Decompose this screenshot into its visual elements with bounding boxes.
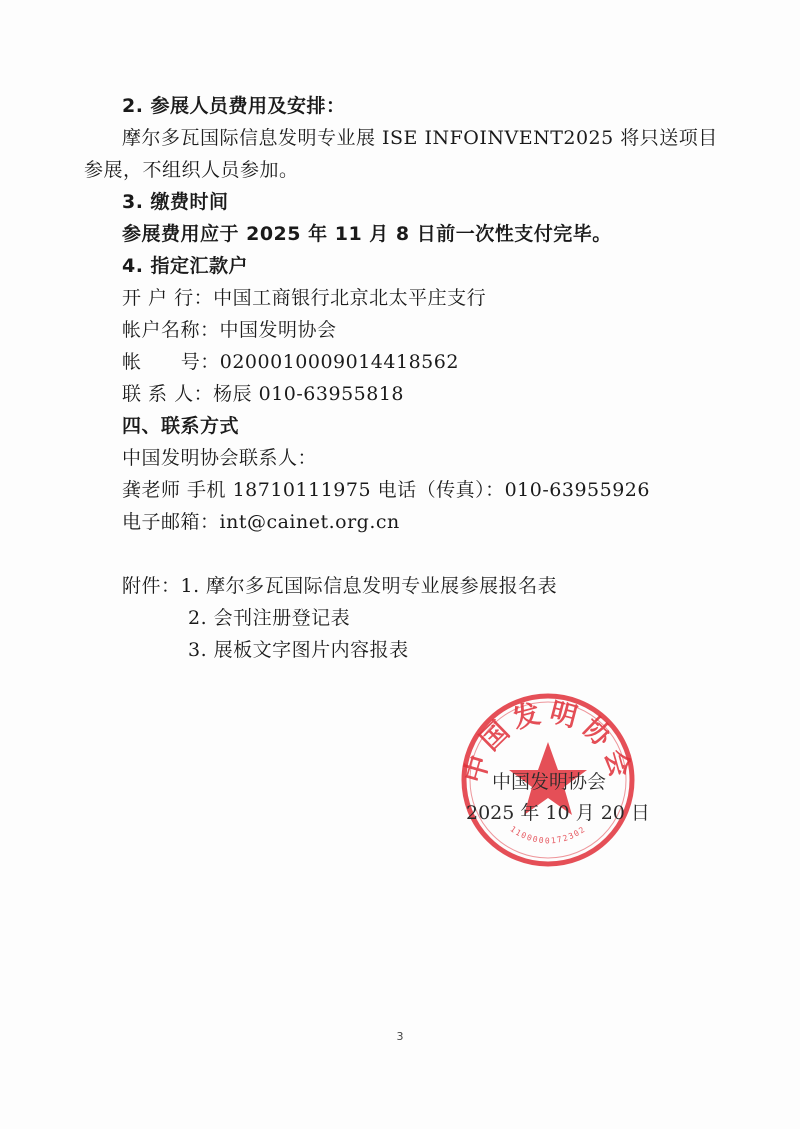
signature-date: 2025 年 10 月 20 日	[466, 802, 650, 824]
section-2-heading: 2. 参展人员费用及安排：	[122, 95, 346, 117]
contact-person-line: 龚老师 手机 18710111975 电话（传真）：010-63955926	[122, 479, 650, 501]
svg-text:1100000172302: 1100000172302	[508, 824, 588, 846]
account-number-line: 帐 号：0200010009014418562	[122, 351, 459, 373]
svg-text:中国发明协会: 中国发明协会	[458, 696, 638, 787]
account-name-line: 帐户名称：中国发明协会	[122, 319, 337, 341]
attachment-3: 3. 展板文字图片内容报表	[188, 639, 409, 661]
org-contact-label: 中国发明协会联系人：	[122, 447, 318, 469]
section-4-heading: 4. 指定汇款户	[122, 255, 249, 277]
contact-line: 联 系 人：杨辰 010-63955818	[122, 383, 405, 405]
section-3-heading: 3. 缴费时间	[122, 191, 229, 213]
signature-organization: 中国发明协会	[492, 771, 607, 793]
section-2-body-line-2: 参展，不组织人员参加。	[84, 159, 299, 181]
email-line: 电子邮箱：int@cainet.org.cn	[122, 511, 400, 533]
attachment-1: 附件：1. 摩尔多瓦国际信息发明专业展参展报名表	[122, 575, 558, 597]
section-3-body: 参展费用应于 2025 年 11 月 8 日前一次性支付完毕。	[122, 223, 612, 245]
page-number: 3	[396, 1030, 404, 1043]
bank-line: 开 户 行：中国工商银行北京北太平庄支行	[122, 287, 487, 309]
attachment-2: 2. 会刊注册登记表	[188, 607, 351, 629]
contact-section-heading: 四、联系方式	[122, 415, 240, 437]
section-2-body-line-1: 摩尔多瓦国际信息发明专业展 ISE INFOINVENT2025 将只送项目	[122, 127, 718, 149]
